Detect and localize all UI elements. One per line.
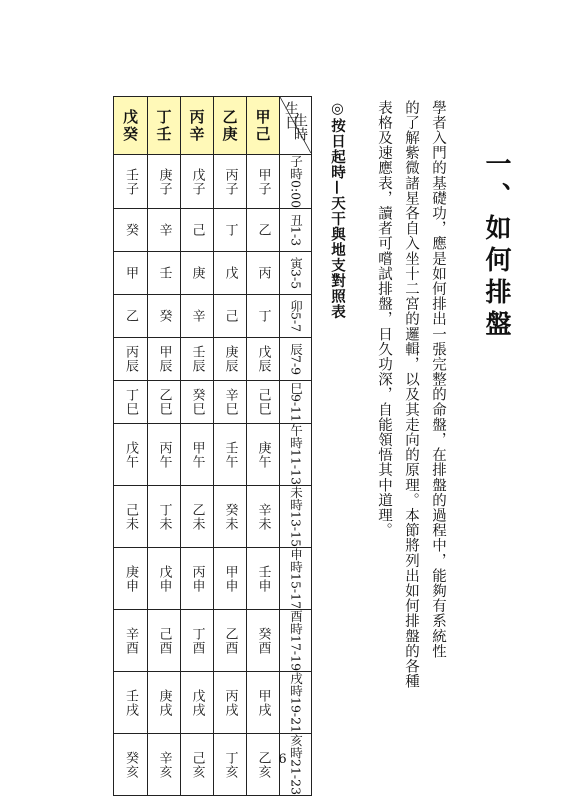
hour-cell <box>280 486 312 548</box>
hour-range: 19-21 <box>288 697 304 734</box>
stem-branch-cell: 乙 <box>114 295 148 338</box>
hour-range: 1-3 <box>288 226 304 247</box>
stem-header-3: 丙辛 <box>181 97 214 155</box>
stem-branch-cell: 庚子 <box>148 155 181 209</box>
stem-branch-cell: 戊辰 <box>247 338 280 381</box>
hour-range: 21-23 <box>288 759 304 796</box>
stem-branch-cell: 丙午 <box>148 424 181 486</box>
stem-branch-cell: 己亥 <box>181 734 214 796</box>
stem-branch-cell: 戊 <box>214 252 247 295</box>
stem-branch-cell: 甲午 <box>181 424 214 486</box>
stem-branch-cell: 癸 <box>148 295 181 338</box>
hour-name: 酉時 <box>288 610 304 636</box>
hour-range: 17-19 <box>288 635 304 672</box>
stem-branch-cell: 辛 <box>148 209 181 252</box>
stem-branch-cell: 丁酉 <box>181 610 214 672</box>
stem-branch-cell: 壬戌 <box>114 672 148 734</box>
hour-name: 午時 <box>288 424 304 450</box>
hour-cell <box>280 381 312 424</box>
stem-branch-cell: 甲戌 <box>247 672 280 734</box>
table-row <box>114 381 312 424</box>
table-heading: ◎按日起時—天干與地支對照表 <box>329 100 346 320</box>
stem-branch-cell: 丙 <box>247 252 280 295</box>
hour-cell <box>280 610 312 672</box>
stem-branch-cell: 戊子 <box>181 155 214 209</box>
stem-branch-cell: 丙子 <box>214 155 247 209</box>
hour-cell <box>280 424 312 486</box>
hour-cell <box>280 548 312 610</box>
table-row <box>114 610 312 672</box>
stem-branch-cell: 辛 <box>181 295 214 338</box>
hour-name: 戌時 <box>288 672 304 698</box>
stem-branch-cell: 庚午 <box>247 424 280 486</box>
stem-branch-cell: 甲子 <box>247 155 280 209</box>
stem-branch-cell: 丁未 <box>148 486 181 548</box>
table-row <box>114 155 312 209</box>
corner-time-label: 生時 <box>292 113 308 141</box>
body-text-line-3: 表格及速應表，讀者可嚐試排盤，日久功深，自能領悟其中道理。 <box>376 100 392 538</box>
stem-branch-cell: 己 <box>181 209 214 252</box>
stem-branch-cell: 丁亥 <box>214 734 247 796</box>
stem-branch-cell: 丁 <box>214 209 247 252</box>
hour-name: 申時 <box>288 548 304 574</box>
stem-branch-cell: 壬午 <box>214 424 247 486</box>
hour-range: 5-7 <box>288 312 304 333</box>
stem-branch-cell: 丙戌 <box>214 672 247 734</box>
stem-branch-cell: 乙未 <box>181 486 214 548</box>
table-row <box>114 548 312 610</box>
hour-cell <box>280 252 312 295</box>
stem-branch-table <box>113 96 312 796</box>
hour-range: 15-17 <box>288 573 304 610</box>
hour-name: 巳 <box>288 381 304 395</box>
stem-branch-cell: 壬 <box>148 252 181 295</box>
hour-range: 0:00 <box>288 180 304 209</box>
stem-branch-cell: 己酉 <box>148 610 181 672</box>
stem-branch-cell: 癸巳 <box>181 381 214 424</box>
hour-range: 3-5 <box>288 269 304 290</box>
stem-branch-cell: 甲辰 <box>148 338 181 381</box>
stem-branch-cell: 戊申 <box>148 548 181 610</box>
body-text-line-1: 學者入門的基礎功，應是如何排出一張完整的命盤，在排盤的過程中，能夠有系統性 <box>430 100 446 659</box>
hour-range: 7-9 <box>288 355 304 376</box>
stem-branch-cell: 甲申 <box>214 548 247 610</box>
hour-name: 未時 <box>288 486 304 512</box>
hour-range: 13-15 <box>288 511 304 548</box>
stem-branch-cell: 庚辰 <box>214 338 247 381</box>
hour-cell <box>280 672 312 734</box>
stem-header-1: 甲己 <box>247 97 280 155</box>
stem-branch-cell: 甲 <box>114 252 148 295</box>
stem-branch-cell: 己未 <box>114 486 148 548</box>
header-row <box>114 97 312 155</box>
hour-range: 11-13 <box>288 449 304 486</box>
stem-header-4: 丁壬 <box>148 97 181 155</box>
stem-branch-cell: 癸未 <box>214 486 247 548</box>
hour-cell <box>280 295 312 338</box>
stem-branch-cell: 乙巳 <box>148 381 181 424</box>
table-row <box>114 424 312 486</box>
table-row <box>114 252 312 295</box>
stem-branch-cell: 庚戌 <box>148 672 181 734</box>
stem-header-2: 乙庚 <box>214 97 247 155</box>
stem-branch-cell: 乙 <box>247 209 280 252</box>
stem-branch-cell: 壬子 <box>114 155 148 209</box>
stem-branch-cell: 庚申 <box>114 548 148 610</box>
hour-range: 9-11 <box>288 394 304 423</box>
hour-name: 辰 <box>288 342 304 356</box>
page-number: 6 <box>278 752 287 767</box>
table-row <box>114 295 312 338</box>
hour-name: 卯 <box>288 299 304 313</box>
table-row <box>114 672 312 734</box>
stem-branch-cell: 丙申 <box>181 548 214 610</box>
stem-branch-cell: 乙亥 <box>247 734 280 796</box>
stem-branch-cell: 丁巳 <box>114 381 148 424</box>
table-row <box>114 486 312 548</box>
stem-branch-cell: 庚 <box>181 252 214 295</box>
section-heading: 一、如何排盤 <box>481 150 511 342</box>
hour-name: 子時 <box>288 155 304 180</box>
hour-name: 丑 <box>288 213 304 227</box>
hour-cell <box>280 155 312 209</box>
body-text-line-2: 的了解紫微諸星各自入坐十二宮的邏輯，以及其走向的原理。本節將列出如何排盤的各種 <box>403 100 419 689</box>
table-row <box>114 209 312 252</box>
stem-branch-cell: 壬辰 <box>181 338 214 381</box>
stem-branch-cell: 癸亥 <box>114 734 148 796</box>
stem-branch-cell: 己 <box>214 295 247 338</box>
stem-branch-cell: 癸 <box>114 209 148 252</box>
corner-day-label: 生日 <box>283 101 299 129</box>
hour-cell <box>280 338 312 381</box>
stem-branch-cell: 乙酉 <box>214 610 247 672</box>
stem-branch-cell: 壬申 <box>247 548 280 610</box>
stem-branch-cell: 戊午 <box>114 424 148 486</box>
stem-branch-cell: 戊戌 <box>181 672 214 734</box>
stem-branch-cell: 己巳 <box>247 381 280 424</box>
hour-cell <box>280 209 312 252</box>
stem-branch-cell: 辛巳 <box>214 381 247 424</box>
stem-branch-cell: 辛酉 <box>114 610 148 672</box>
stem-branch-cell: 辛未 <box>247 486 280 548</box>
stem-branch-cell: 辛亥 <box>148 734 181 796</box>
stem-branch-cell: 癸酉 <box>247 610 280 672</box>
table-row <box>114 338 312 381</box>
stem-branch-cell: 丁 <box>247 295 280 338</box>
hour-name: 亥時 <box>288 734 304 760</box>
stem-header-5: 戊癸 <box>114 97 148 155</box>
hour-name: 寅 <box>288 256 304 270</box>
stem-branch-cell: 丙辰 <box>114 338 148 381</box>
corner-header <box>280 97 312 155</box>
